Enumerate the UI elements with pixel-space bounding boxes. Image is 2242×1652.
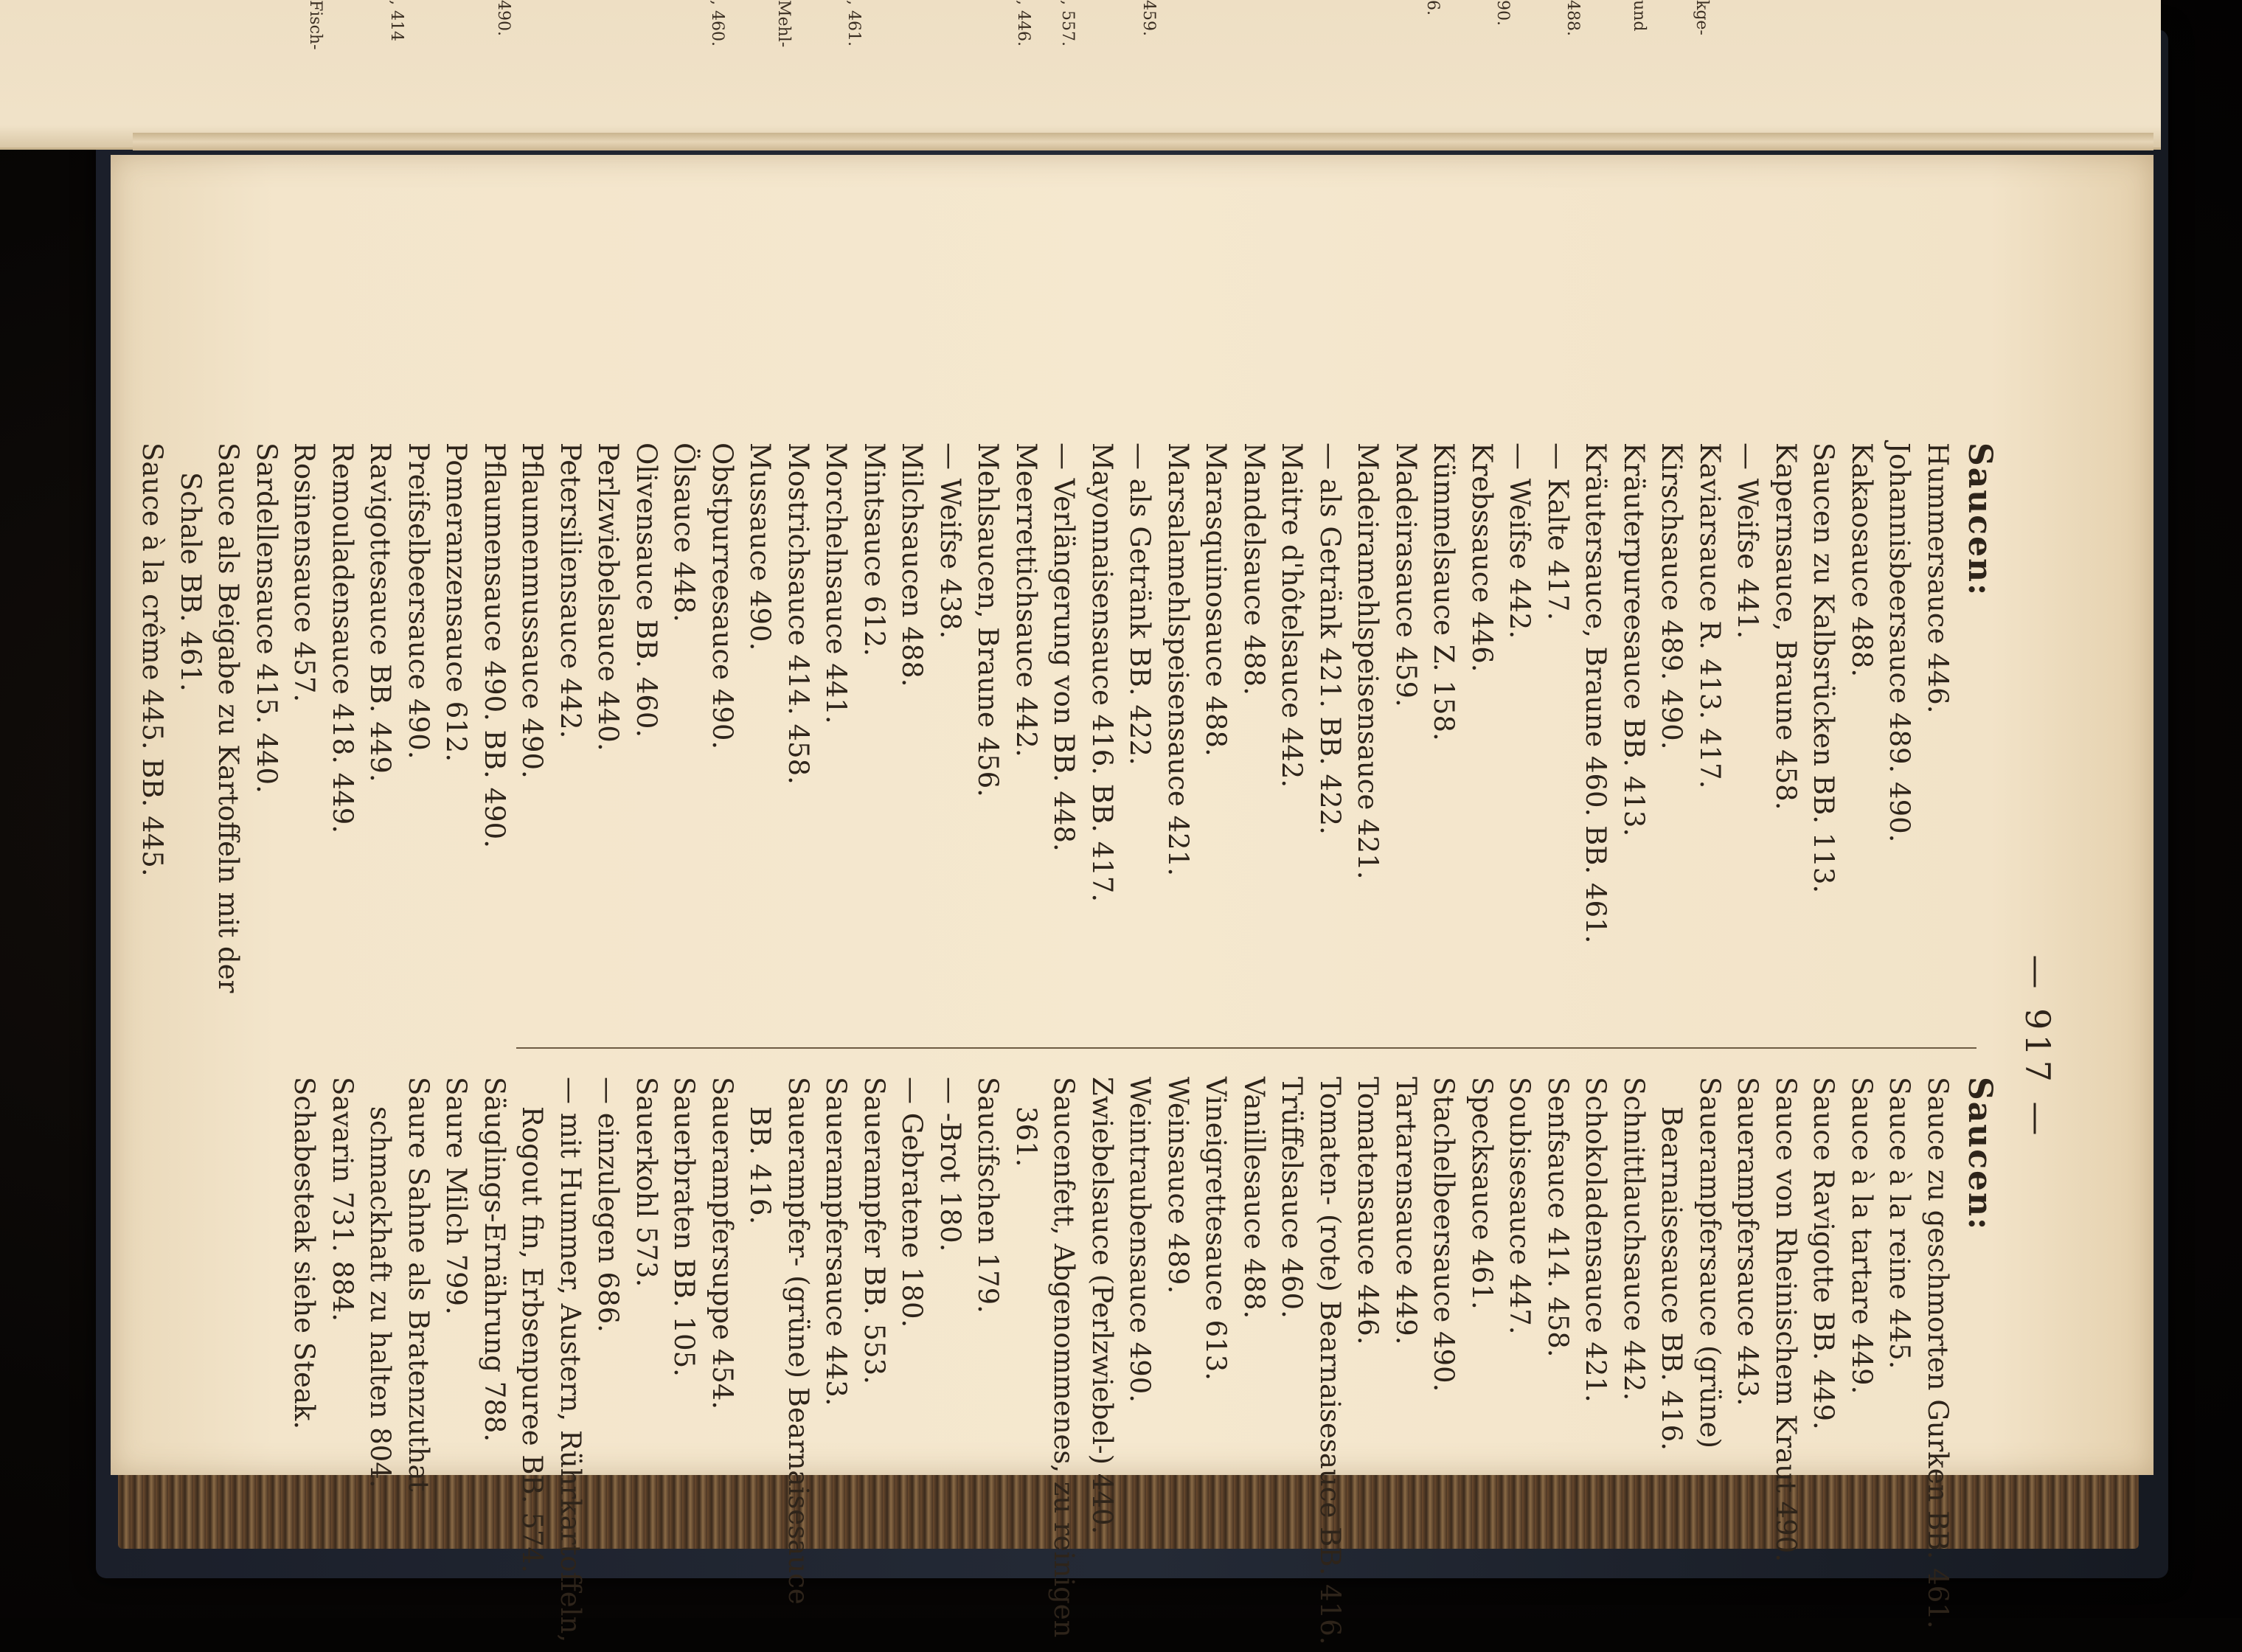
index-entry: Hummersauce 446. [1922, 442, 1954, 714]
index-entry: Schokoladensauce 421. [1580, 1077, 1612, 1403]
index-entry: Sauerampfersauce 443. [820, 1077, 853, 1406]
index-entry: Kirschsauce 489. 490. [1656, 442, 1688, 750]
index-entry: Kräutersauce, Braune 460. BB. 461. [1580, 442, 1612, 944]
index-entry: Tomaten- (rote) Bearnaisesauce BB. 416. [1314, 1077, 1346, 1645]
index-entry: Johannisbeersauce 489. 490. [1884, 442, 1916, 843]
index-entry: Trüffelsauce 460. [1276, 1077, 1308, 1319]
index-entry: Mayonnaisensauce 416. BB. 417. [1086, 442, 1118, 903]
index-entry: Kakaosauce 488. [1846, 442, 1878, 678]
index-entry: Saure Milch 799. [440, 1077, 473, 1315]
previous-page-fragment: kge- [1693, 0, 1711, 35]
index-entry: Preifselbeersauce 490. [403, 442, 434, 760]
index-entry: Sauce von Rheinischem Kraut 490. [1770, 1077, 1802, 1562]
previous-page-fragment: , 414 [387, 0, 406, 41]
column-heading: Saucen: [1961, 1077, 1999, 1232]
index-entry: Vineigrettesauce 613. [1200, 1077, 1232, 1381]
index-entry: Sauerampfersuppe 454. [707, 1077, 738, 1410]
index-entry: Weinsauce 489. [1162, 1077, 1194, 1294]
index-entry: Sauerampfer BB. 553. [858, 1077, 890, 1384]
book-page [111, 155, 2154, 1651]
index-entry: Senfsauce 414. 458. [1542, 1077, 1574, 1358]
index-entry: Zwiebelsauce (Perlzwiebel-) 440. [1086, 1077, 1118, 1535]
index-entry: Saucenfett, Abgenommenes, zu reinigen 361. [1010, 1077, 1080, 1647]
index-entry: Krebssauce 446. [1466, 442, 1498, 673]
previous-page-fragment: 90. [1493, 0, 1512, 26]
index-entry: — Weifse 441. [1732, 442, 1764, 639]
previous-page-fragment: , 446. [1014, 0, 1032, 46]
index-entry: Sauerbraten BB. 105. [668, 1077, 701, 1377]
previous-page-fragment: 459. [1139, 0, 1158, 36]
column-divider [516, 1047, 1977, 1049]
previous-page-fragment: 6. [1423, 0, 1442, 15]
previous-page-fragment: , 557. [1058, 0, 1077, 46]
index-entry: Mandelsauce 488. [1238, 442, 1270, 695]
index-entry: Stachelbeersauce 490. [1428, 1077, 1460, 1392]
index-entry: Soubisesauce 447. [1504, 1077, 1536, 1335]
index-entry: Tartarensauce 449. [1390, 1077, 1422, 1345]
previous-page-fragment: , 460. [708, 0, 726, 46]
index-entry: Sauerampfer- (grüne) Bearnaisesauce BB. 416. [744, 1077, 814, 1614]
index-entry: Mehlsaucen, Braune 456. [972, 442, 1004, 797]
index-entry: Remouladensauce 418. 449. [327, 442, 358, 834]
index-entry: Mostrichsauce 414. 458. [782, 442, 814, 785]
index-entry: Ravigottesauce BB. 449. [364, 442, 397, 782]
index-entry: Saure Sahne als Bratenzuthat schmackhaft zu halten 804. [364, 1077, 434, 1501]
index-entry: Madeiramehlspeisensauce 421. [1352, 442, 1384, 880]
index-entry: Sauce à la tartare 449. [1846, 1077, 1878, 1395]
index-entry: Saucifschen 179. [972, 1077, 1004, 1313]
page-fold [133, 133, 2154, 150]
index-entry: Vanillesauce 488. [1238, 1077, 1270, 1319]
index-entry: Säuglings-Ernährung 788. [479, 1077, 510, 1443]
page-content [136, 442, 2058, 1652]
index-entry: Maitre d'hôtelsauce 442. [1276, 442, 1308, 788]
index-entry: — mit Hummer, Austern, Rührkartoffeln, Rogout fin, Erbsenpuree BB. 574. [516, 1077, 586, 1651]
page-number: — 917 — [2018, 954, 2058, 1140]
index-entry: Sauce als Beigabe zu Kartoffeln mit der Schale BB. 461. [175, 442, 245, 1002]
index-column-right [285, 1077, 1999, 1652]
index-entry: Rosinensauce 457. [288, 442, 321, 703]
index-column-left [133, 442, 1999, 1018]
index-entry: — als Getränk 421. BB. 422. [1314, 442, 1346, 835]
index-entry: Kräuterpureesauce BB. 413. [1618, 442, 1650, 837]
index-entry: — als Getränk BB. 422. [1124, 442, 1156, 766]
index-entry: Specksauce 461. [1466, 1077, 1498, 1310]
index-entry: Schabesteak siehe Steak. [288, 1077, 321, 1430]
index-entry: Sauerampfersauce (grüne) Bearnaisesauce BB. 416. [1656, 1077, 1726, 1457]
index-entry: Petersiliensauce 442. [555, 442, 586, 739]
index-entry: Olivensauce BB. 460. [631, 442, 662, 738]
index-entry: Sardellensauce 415. 440. [251, 442, 282, 794]
index-entry: Ölsauce 448. [668, 442, 701, 622]
previous-page-fragment: Fisch- [306, 0, 324, 50]
index-entry: Weintraubensauce 490. [1124, 1077, 1156, 1403]
index-entry: Sauce Ravigotte BB. 449. [1808, 1077, 1840, 1430]
index-entry: Marsalamehlspeisensauce 421. [1162, 442, 1194, 876]
index-entry: — Verlängerung von BB. 448. [1048, 442, 1080, 852]
index-entry: Sauerampfersauce 443. [1732, 1077, 1764, 1406]
index-entry: Pomeranzensauce 612. [440, 442, 473, 763]
index-entry: — Weifse 442. [1504, 442, 1536, 639]
index-entry: Pflaumenmussauce 490. [516, 442, 549, 779]
index-entry: Milchsaucen 488. [896, 442, 929, 687]
previous-page-fragment: und [1630, 0, 1648, 32]
previous-page-fragment: 488. [1564, 0, 1582, 36]
index-entry: Kümmelsauce Z. 158. [1428, 442, 1460, 741]
index-entry: Sauerkohl 573. [631, 1077, 662, 1288]
index-entry: Mintsauce 612. [858, 442, 890, 657]
index-entry: Meerrettichsauce 442. [1010, 442, 1042, 757]
index-entry: — Weifse 438. [934, 442, 966, 639]
index-entry: Kapernsauce, Braune 458. [1770, 442, 1802, 811]
index-entry: Kaviarsauce R. 413. 417. [1694, 442, 1726, 789]
index-entry: Sauce zu geschmorten Gurken BB. 461. [1922, 1077, 1954, 1629]
index-entry: Pflaumensauce 490. BB. 490. [479, 442, 510, 848]
previous-page-fragment: Mehl- [774, 0, 793, 48]
index-entry: Marasquinosauce 488. [1200, 442, 1232, 757]
index-entry: Madeirasauce 459. [1390, 442, 1422, 707]
index-entry: Perlzwiebelsauce 440. [592, 442, 625, 752]
previous-page-fragment: 490. [494, 0, 513, 36]
index-entry: Obstpurreesauce 490. [707, 442, 738, 750]
index-entry: Morchelnsauce 441. [820, 442, 853, 724]
index-entry: — Gebratene 180. [896, 1077, 929, 1328]
column-heading: Saucen: [1961, 442, 1999, 597]
index-entry: Sauce à la crême 445. BB. 445. [136, 442, 169, 877]
entry-list [133, 442, 1957, 1018]
index-entry: Tomatensauce 446. [1352, 1077, 1384, 1345]
index-entry: — Kalte 417. [1542, 442, 1574, 621]
index-entry: — -Brot 180. [934, 1077, 966, 1252]
entry-list [285, 1077, 1957, 1652]
index-entry: Schnittlauchsauce 442. [1618, 1077, 1650, 1401]
index-entry: Savarin 731. 884. [327, 1077, 358, 1322]
previous-page-fragment: , 461. [844, 0, 863, 46]
index-entry: Saucen zu Kalbsrücken BB. 113. [1808, 442, 1840, 894]
index-entry: Mussauce 490. [744, 442, 777, 651]
index-entry: Sauce à la reine 445. [1884, 1077, 1916, 1370]
index-entry: — einzulegen 686. [592, 1077, 625, 1333]
